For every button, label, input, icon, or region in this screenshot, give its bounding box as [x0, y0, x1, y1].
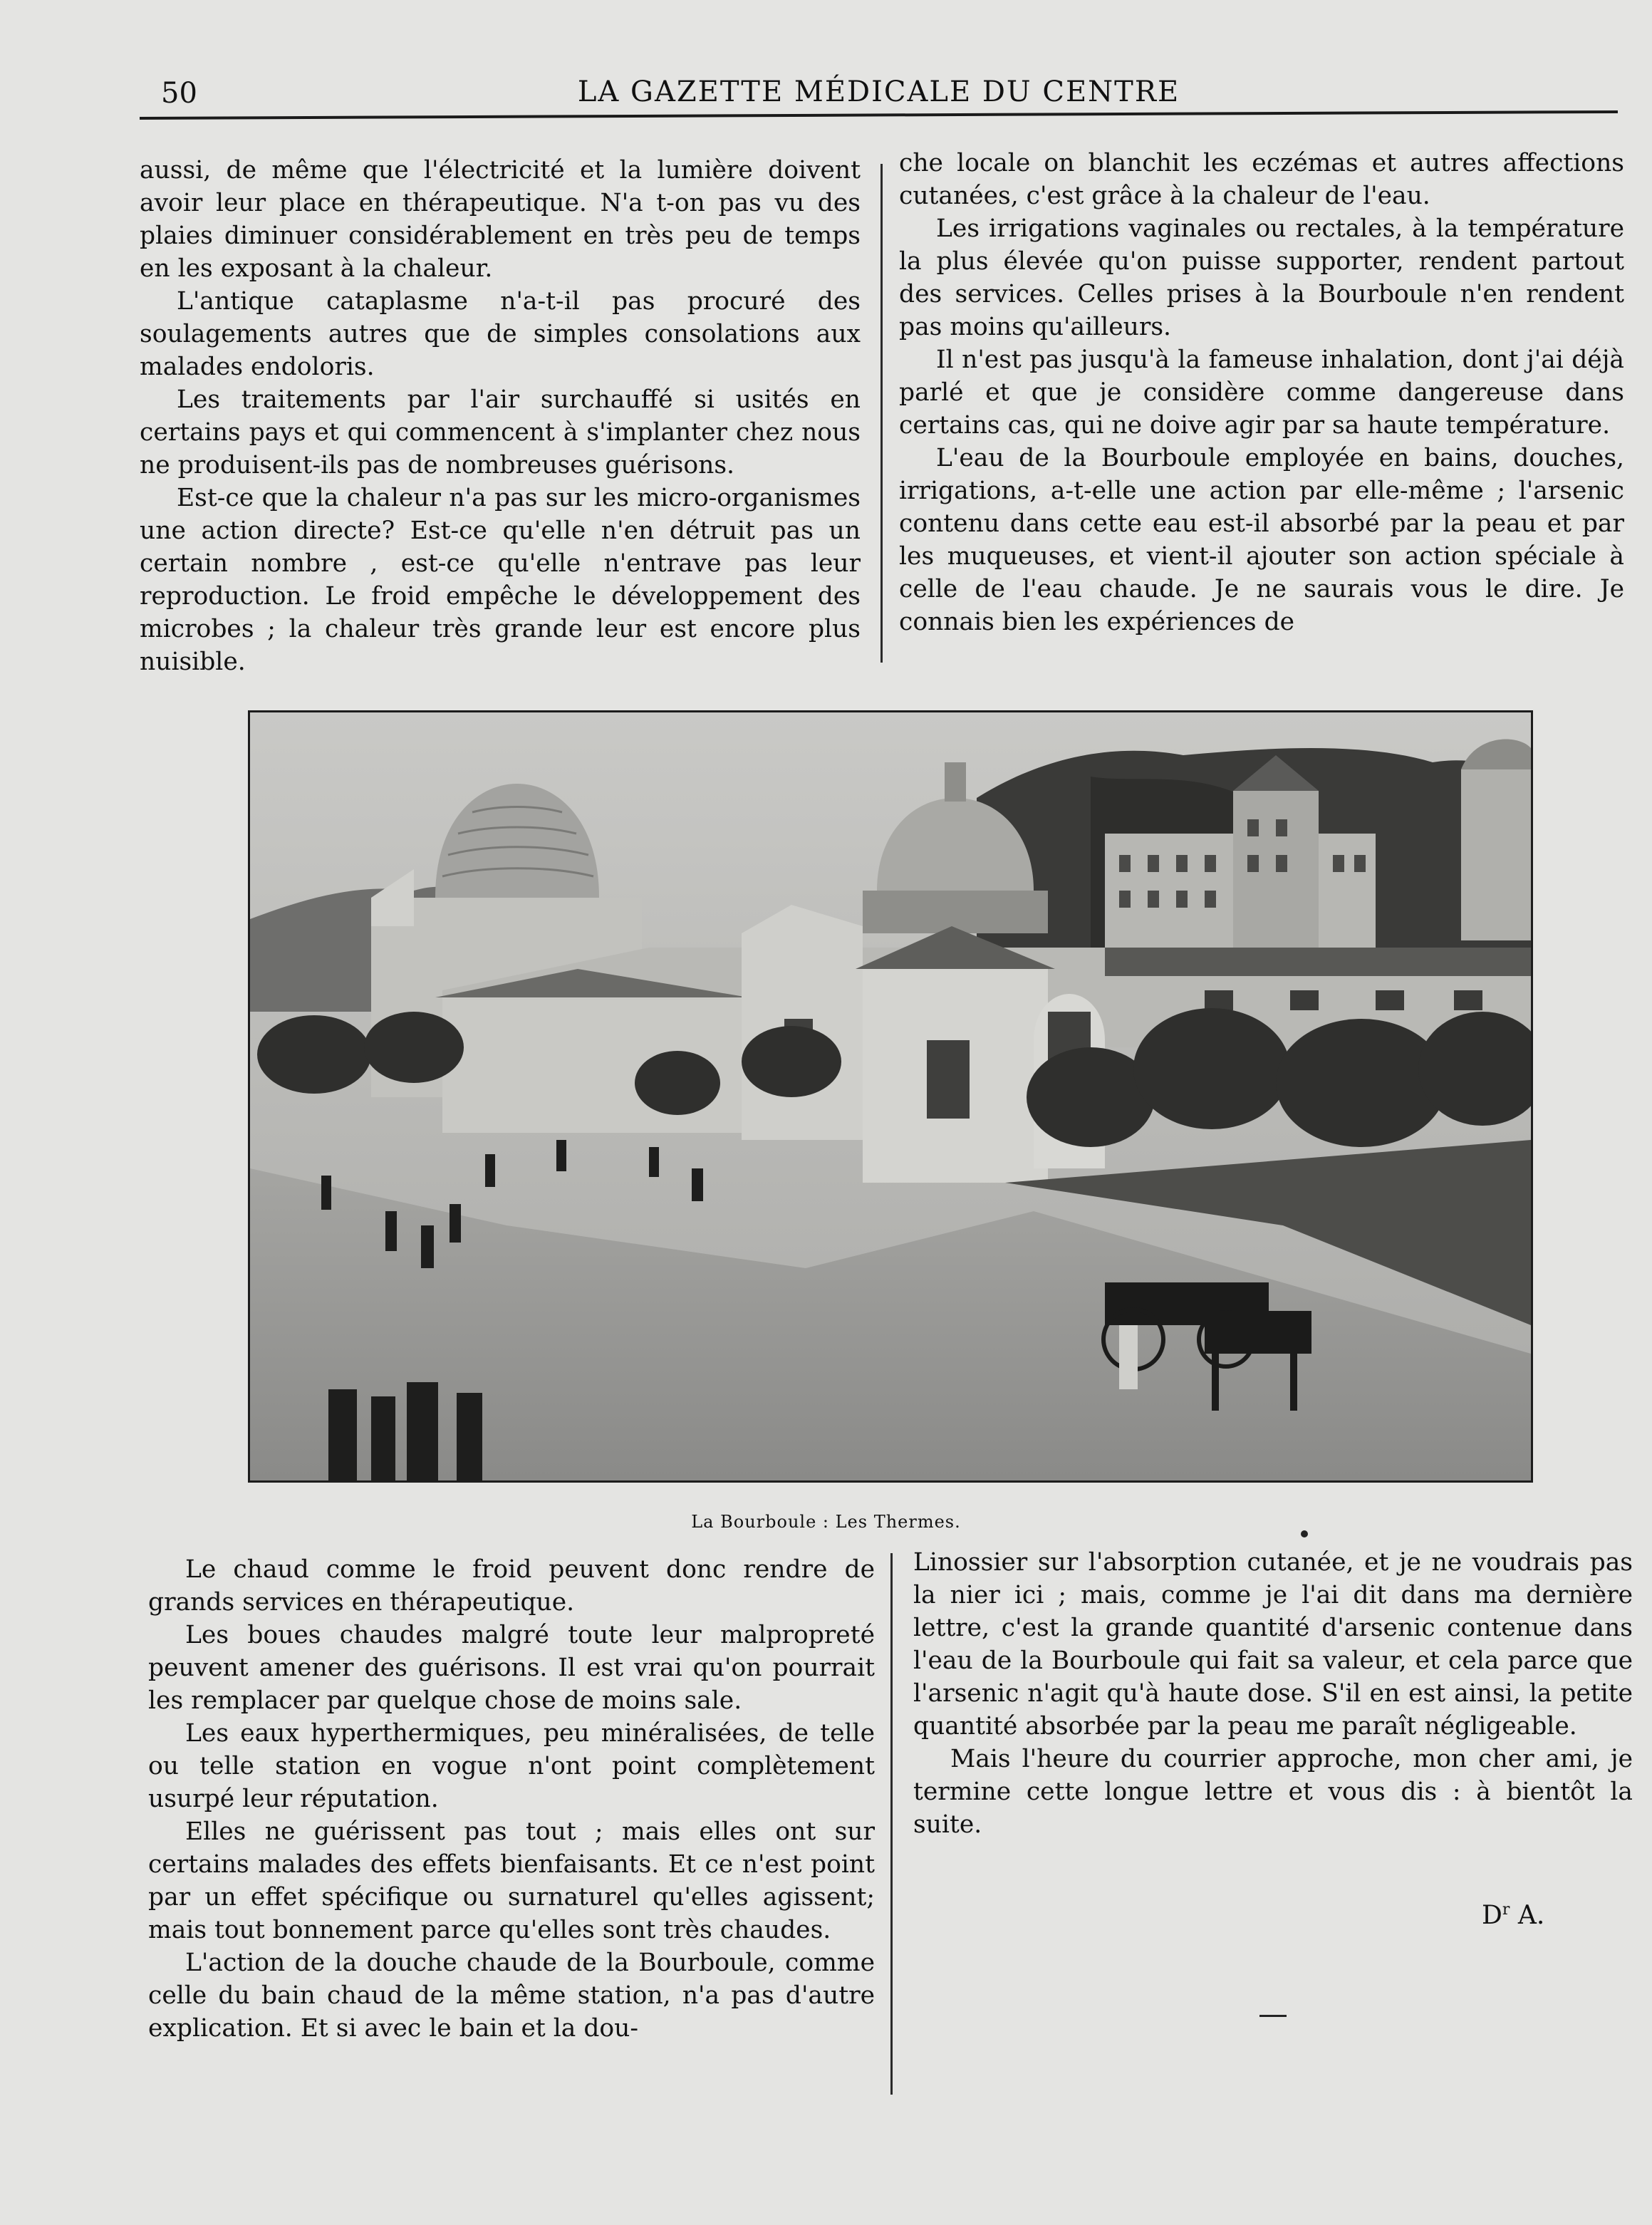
paragraph: Est-ce que la chaleur n'a pas sur les micro-organismes une action directe? Est-ce qu'elle n'en détruit pas un certain nombre , est-ce qu'elle n'entrave pas leur reproduction. Le froid empêche le développement des microbes ; la chaleur très grande leur est encore plus nuisible. — [140, 484, 861, 676]
thermes-photograph — [248, 710, 1533, 1483]
page-header — [140, 74, 1618, 117]
page-number: 50 — [161, 77, 197, 110]
paragraph: L'eau de la Bourboule employée en bains, douches, irrigations, a-t-elle une action par elle-même ; l'arsenic contenu dans cette eau est-il absorbé par la peau et par les muqueuses, et vient-il ajouter son action spéciale à celle de l'eau chaude. Je ne saurais vous le dire. Je connais bien les expériences de — [899, 444, 1624, 636]
paragraph: Mais l'heure du courrier approche, mon cher ami, je termine cette longue lettre et vous dis : à bientôt la suite. — [913, 1745, 1633, 1839]
column-bottom-right — [913, 1546, 1633, 1841]
signature-name: A. — [1517, 1901, 1545, 1930]
column-top-right — [899, 147, 1624, 638]
signature-prefix: D — [1482, 1901, 1502, 1930]
paragraph: che locale on blanchit les eczémas et autres affections cutanées, c'est grâce à la chaleur de l'eau. — [899, 149, 1624, 210]
paragraph: Il n'est pas jusqu'à la fameuse inhalation, dont j'ai déjà parlé et que je considère comme dangereuse dans certains cas, qui ne doive agir par sa haute température. — [899, 346, 1624, 440]
paragraph: Le chaud comme le froid peuvent donc rendre de grands services en thérapeutique. — [148, 1555, 875, 1617]
paragraph: Elles ne guérissent pas tout ; mais elles ont sur certains malades des effets bienfaisants. Et ce n'est point par un effet spécifique ou surnaturel qu'elles agissent; mais tout bonnement parce qu'elles sont très chaudes. — [148, 1817, 875, 1944]
end-dash — [1259, 2015, 1287, 2017]
paragraph: L'antique cataplasme n'a-t-il pas procuré des soulagements autres que de simples consolations aux malades endoloris. — [140, 287, 861, 381]
paragraph: aussi, de même que l'électricité et la lumière doivent avoir leur place en thérapeutique. N'a t-on pas vu des plaies diminuer considérablement en très peu de temps en les exposant à la chaleur. — [140, 156, 861, 283]
column-bottom-left — [148, 1553, 875, 2045]
figure-caption: La Bourboule : Les Thermes. — [691, 1512, 961, 1532]
column-divider — [880, 164, 883, 663]
signature-superscript: r — [1502, 1901, 1510, 1919]
paragraph: L'action de la douche chaude de la Bourboule, comme celle du bain chaud de la même station, n'a pas d'autre explication. Et si avec le bain et la dou- — [148, 1949, 875, 2043]
ink-dot — [1301, 1530, 1308, 1537]
paragraph: Les eaux hyperthermiques, peu minéralisées, de telle ou telle station en vogue n'ont point complètement usurpé leur réputation. — [148, 1719, 875, 1813]
paragraph: Les traitements par l'air surchauffé si usités en certains pays et qui commencent à s'implanter chez nous ne produisent-ils pas de nombreuses guérisons. — [140, 385, 861, 479]
thermes-photograph-illustration — [250, 712, 1531, 1480]
journal-title: LA GAZETTE MÉDICALE DU CENTRE — [577, 76, 1180, 108]
column-divider — [890, 1553, 893, 2095]
column-top-left — [140, 154, 861, 678]
paragraph: Linossier sur l'absorption cutanée, et je ne voudrais pas la nier ici ; mais, comme je l'ai dit dans ma dernière lettre, c'est la grande quantité d'arsenic contenue dans l'eau de la Bourboule qui fait sa valeur, et cela parce que l'arsenic n'agit qu'à haute dose. S'il en est ainsi, la petite quantité absorbée par la peau me paraît négligeable. — [913, 1548, 1633, 1741]
paragraph: Les boues chaudes malgré toute leur malpropreté peuvent amener des guérisons. Il est vrai qu'on pourrait les remplacer par quelque chose de moins sale. — [148, 1621, 875, 1715]
author-signature — [1482, 1901, 1544, 1930]
paragraph: Les irrigations vaginales ou rectales, à la température la plus élevée qu'on puisse supporter, rendent partout des services. Celles prises à la Bourboule n'en rendent pas moins qu'ailleurs. — [899, 214, 1624, 341]
